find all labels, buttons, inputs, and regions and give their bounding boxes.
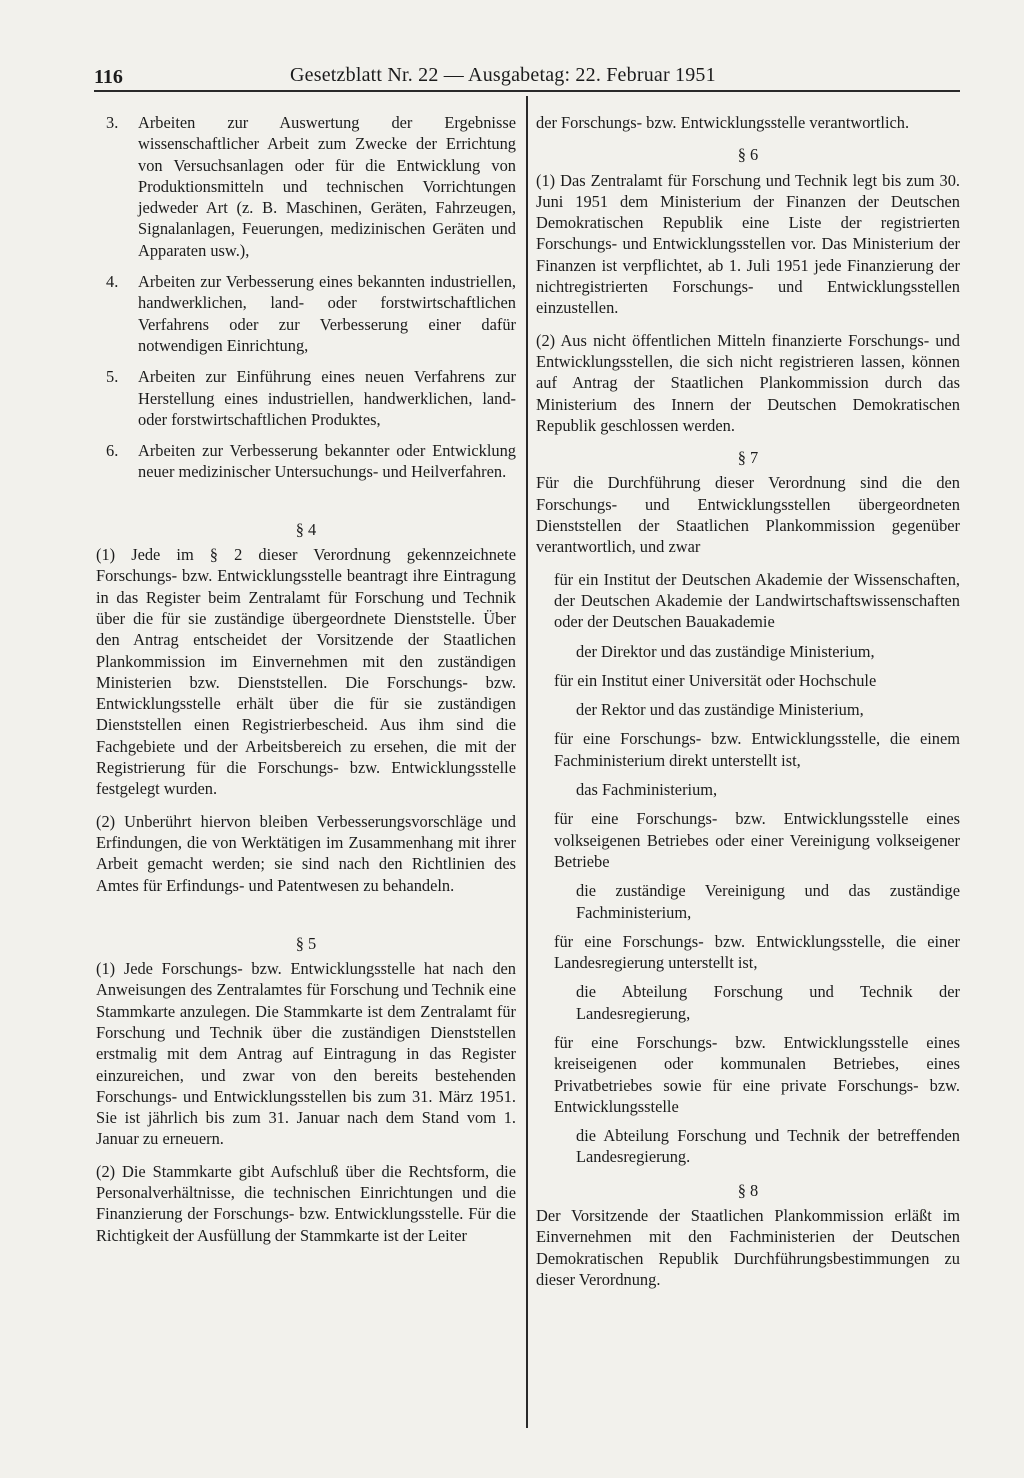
list-item-number: 3. (106, 113, 119, 132)
section-heading-8: § 8 (737, 1180, 759, 1200)
responsible-body: das Fachministerium, (576, 780, 718, 800)
section-6-paragraph-1: (1) Das Zentralamt für Forschung und Technik legt bis zum 30. Juni 1951 dem Ministerium der Finanzen der Deutschen Demokratischen Republik eine Liste der registrierten Forschungs- und Entwicklungsstellen vor. Das Ministerium der Finanzen ist verpflichtet, ab 1. Juli 1951 jede Finanzierung der nichtregistrierten Forschungs- und Entwicklungsstellen einzustellen. (536, 170, 960, 318)
responsible-body: die Abteilung Forschung und Technik der betreffenden Landesregierung. (576, 1126, 960, 1167)
responsibility-case: für eine Forschungs- bzw. Entwicklungsstelle, die einer Landesregierung unterstellt ist, (554, 931, 960, 973)
page-number: 116 (94, 66, 123, 88)
responsible-body: die Abteilung Forschung und Technik der Landesregierung, (576, 982, 960, 1023)
right-column (536, 112, 960, 1301)
section-4-paragraph-1: (1) Jede im § 2 dieser Verordnung gekennzeichnete Forschungs- bzw. Entwicklungsstelle beantragt ihre Eintragung in das Register beim Zentralamt für Forschung und Technik über die für sie zuständige übergeordnete Dienststelle. Über den Antrag entscheidet der Vorsitzende der Staatlichen Plankommission im Einvernehmen mit den zuständigen Ministerien bzw. Dienststellen. Die Forschungs- bzw. Entwicklungsstelle erhält über die für sie zuständigen Dienststellen einen Registrierbescheid. Aus ihm sind die Fachgebiete und der Arbeitsbereich zu ersehen, die mit der Registrierung für die Forschungs- bzw. Entwicklungsstelle festgelegt wurden. (96, 545, 516, 799)
responsible-body: der Rektor und das zuständige Ministerium, (576, 700, 864, 720)
section-heading-6: § 6 (737, 145, 759, 165)
list-item (96, 440, 516, 483)
responsibility-case: für eine Forschungs- bzw. Entwicklungsstelle eines volkseigenen Betriebes oder einer Vereinigung volkseigener Betriebe (554, 809, 960, 871)
section-heading-5: § 5 (295, 933, 317, 953)
section-6-paragraph-2: (2) Aus nicht öffentlichen Mitteln finanzierte Forschungs- und Entwicklungsstellen, die sich nicht registrieren lassen, können auf Antrag der Staatlichen Plankommission durch das Ministerium des Innern der Deutschen Demokratischen Republik geschlossen werden. (536, 330, 960, 435)
section-5-paragraph-2: (2) Die Stammkarte gibt Aufschluß über die Rechtsform, die Personalverhältnisse, die technischen Einrichtungen und die Finanzierung der Forschungs- bzw. Entwicklungsstelle. Für die Richtigkeit der Ausfüllung der Stammkarte ist der Leiter (96, 1161, 516, 1245)
list-item-text: Arbeiten zur Auswertung der Ergebnisse wissenschaftlicher Arbeit zum Zwecke der Errichtung von Versuchsanlagen oder für die Entwicklung von Produktionsmitteln und technischen Vorrichtungen jedweder Art (z. B. Maschinen, Geräten, Fahrzeugen, Signalanlagen, Feuerungen, medizinischen Geräten und Apparaten usw.), (138, 113, 516, 260)
list-item-text: Arbeiten zur Verbesserung eines bekannten industriellen, handwerklichen, land- oder forstwirtschaftlichen Verfahrens oder zur Verbesserung einer dafür notwendigen Einrichtung, (138, 272, 516, 355)
header-rule (94, 90, 960, 92)
section-7-intro: Für die Durchführung dieser Verordnung sind die den Forschungs- und Entwicklungsstellen übergeordneten Dienststellen der Staatlichen Plankommission gegenüber verantwortlich, und zwar (536, 473, 960, 557)
section-heading-7: § 7 (737, 448, 759, 468)
responsible-body: der Direktor und das zuständige Ministerium, (576, 641, 875, 661)
responsible-body: die zuständige Vereinigung und das zuständige Fachministerium, (576, 881, 960, 922)
list-item-text: Arbeiten zur Verbesserung bekannter oder Entwicklung neuer medizinischer Untersuchungs- und Heilverfahren. (138, 441, 516, 482)
list-item (96, 112, 516, 261)
responsibility-case: für eine Forschungs- bzw. Entwicklungsstelle, die einem Fachministerium direkt unterstellt ist, (554, 729, 960, 770)
left-column (96, 112, 516, 1257)
responsibility-case: für eine Forschungs- bzw. Entwicklungsstelle eines kreiseigenen oder kommunalen Betriebes, eines Privatbetriebes sowie für eine private Forschungs- bzw. Entwicklungsstelle (554, 1032, 960, 1116)
list-item (96, 366, 516, 430)
header-title: Gesetzblatt Nr. 22 — Ausgabetag: 22. Februar 1951 (290, 64, 716, 86)
continued-text: der Forschungs- bzw. Entwicklungsstelle verantwortlich. (536, 113, 910, 132)
responsibility-case: für ein Institut der Deutschen Akademie der Wissenschaften, der Deutschen Akademie der Landwirtschaftswissenschaften oder der Deutschen Bauakademie (554, 569, 960, 632)
section-5-paragraph-1: (1) Jede Forschungs- bzw. Entwicklungsstelle hat nach den Anweisungen des Zentralamtes für Forschung und Technik eine Stammkarte anzulegen. Die Stammkarte ist dem Zentralamt für Forschung und Technik über die zuständigen Dienststellen erstmalig mit dem Antrag auf Eintragung in das Register einzureichen, und zwar von den bereits bestehenden Forschungs- und Entwicklungsstellen bis zum 31. März 1951. Sie ist jährlich bis zum 31. Januar nach dem Stand vom 1. Januar zu erneuern. (96, 959, 516, 1149)
list-item-number: 5. (106, 367, 119, 387)
page-header (94, 60, 960, 94)
section-4-paragraph-2: (2) Unberührt hiervon bleiben Verbesserungsvorschläge und Erfindungen, die von Werktätigen im Zusammenhang mit ihrer Arbeit gemacht werden; sie sind nach den Richtlinien des Amtes für Erfindungs- und Patentwesen zu behandeln. (96, 811, 516, 895)
list-item-number: 6. (106, 441, 119, 461)
responsibility-case: für ein Institut einer Universität oder Hochschule (554, 670, 877, 690)
list-item-text: Arbeiten zur Einführung eines neuen Verfahrens zur Herstellung eines industriellen, handwerklichen, land- oder forstwirtschaftlichen Produktes, (138, 367, 516, 429)
column-divider (526, 96, 528, 1428)
list-item (96, 271, 516, 356)
list-item-number: 4. (106, 272, 119, 292)
section-heading-4: § 4 (295, 519, 317, 539)
section-8-paragraph: Der Vorsitzende der Staatlichen Plankommission erläßt im Einvernehmen mit den Fachministerien der Deutschen Demokratischen Republik Durchführungsbestimmungen zu dieser Verordnung. (536, 1206, 960, 1289)
